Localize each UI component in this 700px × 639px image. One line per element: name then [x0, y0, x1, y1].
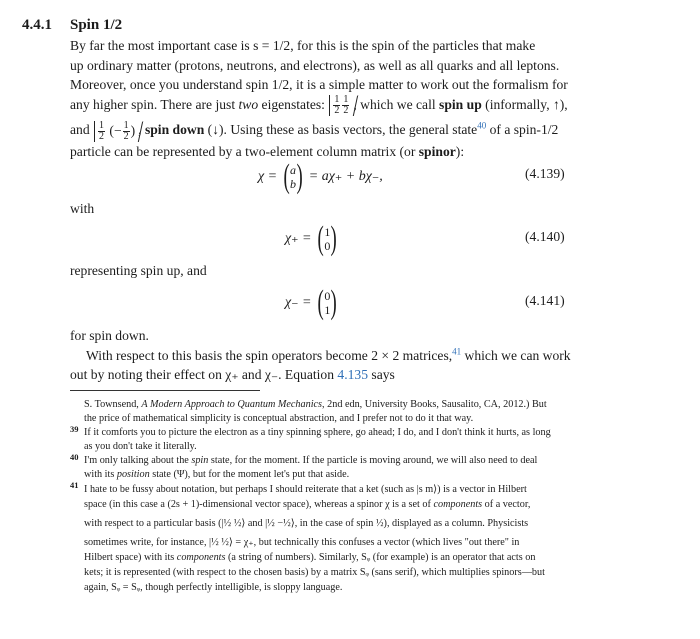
footnote-mark-41: 41 — [70, 480, 79, 490]
intro-line-1: By far the most important case is s = 1/2, for this is the spin of the particles that make — [70, 38, 536, 53]
intro-line-6: particle can be represented by a two-element column matrix (or spinor): — [70, 143, 465, 159]
equation-4-140: χ₊ = ( 1 0 ) — [285, 220, 338, 257]
ket-down: $\frac{1}{2}$ (− $\frac{1}{2}$ ) — [94, 121, 137, 142]
intro-line-3: Moreover, once you understand spin 1/2, it is a simple matter to work out the formalism for — [70, 77, 568, 93]
ket-up: $\frac{1}{2}$ $\frac{1}{2}$ — [329, 95, 352, 116]
operators-line-2: out by noting their effect on χ₊ and χ₋. Equation 4.135 says — [70, 367, 395, 383]
connector-with: with — [70, 201, 95, 216]
footnote-ref-41[interactable]: 41 — [452, 346, 462, 357]
equation-number-4-140: (4.140) — [525, 229, 565, 244]
footnote-mark-40: 40 — [70, 452, 79, 462]
footnote-40: I'm only talking about the spin state, for the moment. If the particle is moving around, we will also need to deal with its position state (Ψ), but for the moment let's put that aside. — [84, 455, 538, 480]
connector-spin-up: representing spin up, and — [70, 263, 207, 278]
equation-link-4-135[interactable]: 4.135 — [337, 367, 368, 383]
section-title: Spin 1/2 — [70, 17, 123, 33]
equation-4-141: χ₋ = ( 0 1 ) — [285, 284, 338, 321]
intro-line-5: and $\frac{1}{2}$ (− $\frac{1}{2}$ ) , spin down (↓). Using these as basis vectors, the general state$^{40}$ of a spin-1/2 — [70, 119, 559, 142]
operators-line-1: With respect to this basis the spin operators become 2 × 2 matrices,$^{41}$ which we can work — [86, 346, 571, 363]
footnote-rule — [70, 390, 260, 391]
section-number: 4.4.1 — [22, 17, 52, 33]
operators-paragraph — [70, 326, 570, 385]
footnote-39: If it comforts you to picture the electron as a tiny spinning sphere, go ahead; I do, and I don't think it hurts, as long as you don't take it literally. — [84, 427, 551, 452]
connector-spin-down: for spin down. — [70, 328, 149, 343]
footnote-mark-39: 39 — [70, 424, 79, 434]
footnote-ref-40[interactable]: 40 — [477, 120, 487, 131]
equation-4-139: χ = ( a b ) = aχ₊ + bχ₋, — [258, 158, 383, 195]
intro-line-4: any higher spin. There are just two eigenstates: $\frac{1}{2}$ $\frac{1}{2}$ , which we call spin up (informally, ↑), — [70, 94, 568, 117]
equation-number-4-141: (4.141) — [525, 293, 565, 308]
intro-paragraph — [70, 36, 570, 162]
equation-number-4-139: (4.139) — [525, 166, 565, 181]
intro-line-2: up ordinary matter (protons, neutrons, and electrons), as well as all quarks and all leptons. — [70, 57, 560, 73]
footnote-citation: S. Townsend, A Modern Approach to Quantum Mechanics, 2nd edn, University Books, Sausalito, CA, 2012.) But the price of mathematical simplicity is conceptual abstraction, and I prefer not to do it that way. — [84, 399, 547, 424]
footnote-41: I hate to be fussy about notation, but perhaps I should reiterate that a ket (such as |s m⟩) is a vector in Hilbert space (in this case a (2s + 1)-dimensional vector space), whereas a spinor χ is a set of components of a vector, with respect to a particular basis (|½ ½⟩ and |½ −½⟩, in the case of spin ½), displayed as a column. Physicists sometimes write, for instance, |½ ½⟩ = χ₊, but technically this confuses a vector (which lives "out there" in Hilbert space) with its components (a string of numbers). Similarly, Sᵩ (for example) is an operator that acts on kets; it is represented (with respect to the chosen basis) by a matrix Sᵩ (sans serif), which multiplies spinors—but again, Sᵩ = Sᵩ, though perfectly intelligible, is sloppy language. — [84, 484, 545, 593]
